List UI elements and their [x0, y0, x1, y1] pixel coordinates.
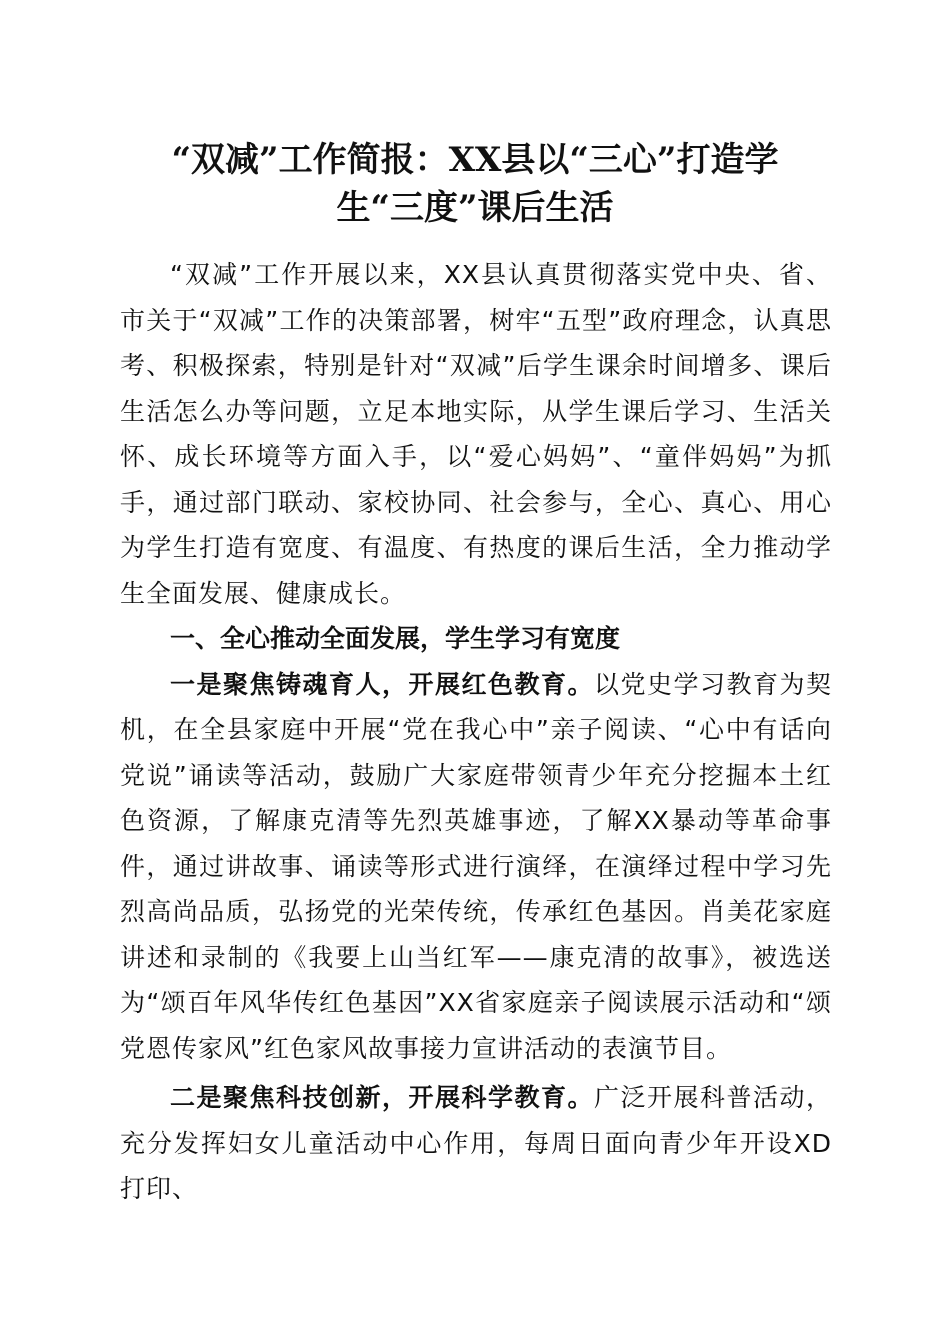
- paragraph-1-lead: 一是聚焦铸魂育人，开展红色教育。: [170, 669, 594, 699]
- paragraph-1-body: 以党史学习教育为契机，在全县家庭中开展“党在我心中”亲子阅读、“心中有话向党说”诵读等活动，鼓励广大家庭带领青少年充分挖掘本土红色资源，了解康克清等先烈英雄事迹，了解XX暴动等革命事件，通过讲故事、诵读等形式进行演绎，在演绎过程中学习先烈高尚品质，弘扬党的光荣传统，传承红色基因。肖美花家庭讲述和录制的《我要上山当红军——康克清的故事》，被选送为“颂百年风华传红色基因”XX省家庭亲子阅读展示活动和“颂党恩传家风”红色家风故事接力宣讲活动的表演节目。: [120, 669, 832, 1063]
- paragraph-2-lead: 二是聚焦科技创新，开展科学教育。: [170, 1083, 594, 1112]
- document-title: [110, 136, 840, 232]
- section-heading-1: 一、全心推动全面发展，学生学习有宽度: [170, 624, 621, 653]
- paragraph-1: [120, 662, 832, 1072]
- paragraph-2: [120, 1075, 832, 1212]
- document-body: [120, 252, 832, 1212]
- paragraph-2-body: 广泛开展科普活动，充分发挥妇女儿童活动中心作用，每周日面向青少年开设XD打印、: [120, 1083, 832, 1203]
- title-line-1: “双减”工作简报：XX县以“三心”打造学: [171, 140, 779, 180]
- intro-paragraph: “双减”工作开展以来，XX县认真贯彻落实党中央、省、市关于“双减”工作的决策部署，树牢“五型”政府理念，认真思考、积极探索，特别是针对“双减”后学生课余时间增多、课后生活怎么办等问题，立足本地实际，从学生课后学习、生活关怀、成长环境等方面入手，以“爱心妈妈”、“童伴妈妈”为抓手，通过部门联动、家校协同、社会参与，全心、真心、用心为学生打造有宽度、有温度、有热度的课后生活，全力推动学生全面发展、健康成长。: [120, 260, 832, 608]
- title-line-2: 生“三度”课后生活: [336, 188, 614, 228]
